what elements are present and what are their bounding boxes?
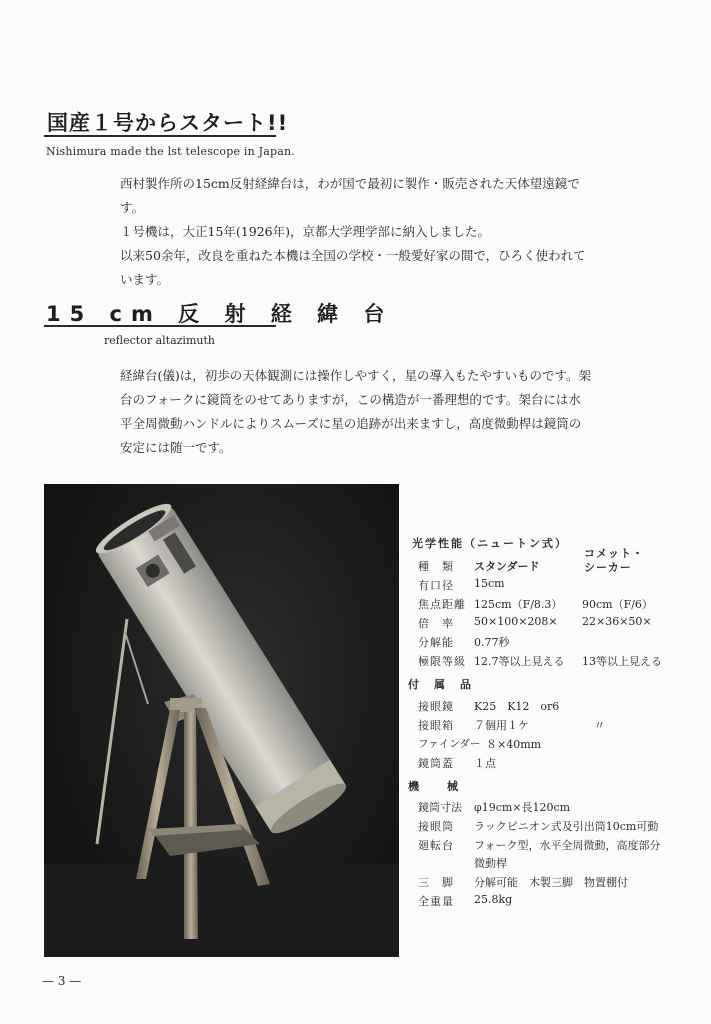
spec-key: 接眼鏡	[418, 700, 454, 713]
spec-key: 分解能	[418, 636, 454, 649]
spec-value-comet: 90cm（F/6）	[582, 598, 653, 611]
spec-value: スタンダード	[474, 560, 540, 573]
page-number: — 3 —	[42, 974, 82, 988]
spec-value-comet: 〃	[594, 719, 605, 732]
spec-key: 全重量	[418, 895, 454, 908]
spec-key: 鏡筒寸法	[418, 801, 462, 814]
spec-value: K25 K12 or6	[474, 700, 560, 713]
spec-key: 三 脚	[418, 876, 454, 889]
spec-heading-optical: 光学性能（ニュートン式）	[412, 537, 568, 550]
section1-title: 国産１号からスタート!!	[47, 111, 289, 135]
spec-heading-accessories: 付 属 品	[408, 678, 473, 691]
section2-title: 15 cm 反 射 経 緯 台	[46, 302, 394, 326]
title-underline	[44, 325, 276, 327]
spec-value-comet: 22×36×50×	[582, 615, 652, 628]
spec-key: 鏡筒蓋	[418, 757, 454, 770]
title-underline	[44, 135, 276, 137]
section1-paragraph: １号機は，大正15年(1926年)，京都大学理学部に納入しました。	[120, 224, 490, 239]
spec-key: 倍 率	[418, 617, 454, 630]
spec-heading-mechanical: 機 械	[408, 780, 460, 793]
spec-value: フォーク型，水平全周微動，高度部分	[474, 839, 661, 852]
section1-paragraph: 西村製作所の15cm反射経緯台は，わが国で最初に製作・販売された天体望遠鏡です。	[120, 176, 580, 215]
section1-subtitle-en: Nishimura made the lst telescope in Japan.	[46, 145, 295, 158]
spec-value: ７個用１ケ	[474, 719, 529, 732]
spec-key: 接眼箱	[418, 719, 454, 732]
spec-value: 分解可能 木製三脚 物置棚付	[474, 876, 628, 889]
spec-column-header-comet: コメット・ シーカー	[584, 547, 644, 574]
section2-subtitle-en: reflector altazimuth	[104, 334, 215, 347]
spec-value: 0.77秒	[474, 636, 510, 649]
spec-key: 廻転台	[418, 839, 454, 852]
spec-key: 有口径	[418, 579, 454, 592]
spec-value: φ19cm×長120cm	[474, 801, 571, 814]
section1-paragraph: 以来50余年，改良を重ねた本機は全国の学校・一般愛好家の間で，ひろく使われています。	[120, 248, 586, 287]
spec-key: 種 類	[418, 560, 454, 573]
section1-body	[120, 172, 590, 292]
spec-key: ファインダー	[418, 738, 481, 750]
spec-key: 接眼筒	[418, 820, 454, 833]
telescope-photo-icon	[44, 484, 399, 957]
spec-value-continued: 微動桿	[474, 857, 507, 870]
spec-value: 15cm	[474, 577, 505, 590]
spec-key: 極限等級	[418, 655, 466, 668]
telescope-photo	[44, 484, 399, 957]
section2-body	[120, 364, 592, 460]
spec-value-comet: 13等以上見える	[582, 655, 662, 668]
spec-key: 焦点距離	[418, 598, 466, 611]
spec-value: ８×40mm	[486, 738, 542, 751]
spec-value: 12.7等以上見える	[474, 655, 565, 668]
spec-value: １点	[474, 757, 496, 770]
spec-value: ラックピニオン式及引出筒10cm可動	[474, 820, 659, 833]
section2-paragraph: 経緯台(儀)は，初歩の天体観測には操作しやすく，星の導入もたやすいものです。架台のフォークに鏡筒をのせてありますが，この構造が一番理想的です。架台には水平全周微動ハンドルによりスムーズに星の追跡が出来ますし，高度微動桿は鏡筒の安定には随一です。	[120, 368, 592, 455]
spec-value: 25.8kg	[474, 893, 513, 906]
spec-value: 125cm（F/8.3）	[474, 598, 563, 611]
spec-value: 50×100×208×	[474, 615, 558, 628]
